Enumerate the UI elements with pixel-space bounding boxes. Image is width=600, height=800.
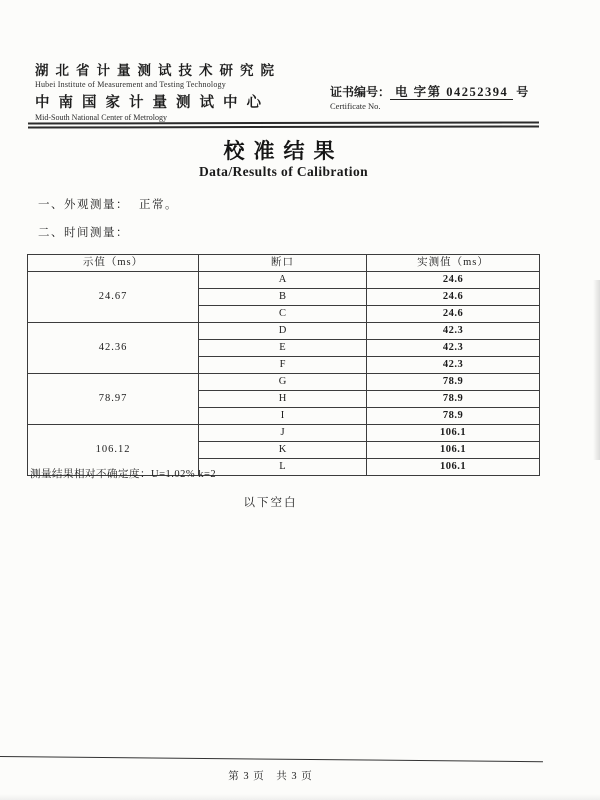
footer-divider-rule [0, 756, 543, 762]
port-cell: C [199, 306, 367, 323]
center-name-cn: 中南国家计量测试中心 [35, 94, 270, 111]
center-name-en: Mid-South National Center of Metrology [35, 112, 167, 122]
indicated-value-cell: 24.67 [28, 272, 199, 323]
measured-value-cell: 78.9 [367, 408, 540, 425]
port-cell: B [199, 289, 367, 306]
measured-value-cell: 106.1 [367, 442, 540, 459]
measured-value-cell: 42.3 [367, 323, 540, 340]
uncertainty-label: 测量结果相对不确定度： [30, 469, 151, 480]
certificate-number-value: 电 字第 04252394 [390, 85, 513, 100]
col-header-indicated-value: 示值（ms） [28, 255, 199, 272]
port-cell: L [199, 459, 367, 476]
port-cell: K [199, 442, 367, 459]
measured-value-cell: 78.9 [367, 391, 540, 408]
time-measurement-table [27, 254, 540, 476]
section-time [38, 224, 129, 240]
time-label: 二、时间测量： [38, 227, 129, 239]
uncertainty-statement [30, 466, 216, 481]
institute-header [35, 64, 281, 122]
institute-name-cn: 湖北省计量测试技术研究院 [35, 63, 281, 78]
measured-value-cell: 24.6 [367, 289, 540, 306]
measured-value-cell: 24.6 [367, 306, 540, 323]
measured-value-cell: 42.3 [367, 340, 540, 357]
table-row [28, 374, 540, 391]
scan-artifact [593, 280, 600, 460]
appearance-value: 正常。 [139, 199, 178, 211]
institute-name-en: Hubei Institute of Measurement and Testing Technology [35, 79, 226, 89]
indicated-value-cell: 106.12 [28, 425, 199, 476]
section-appearance [38, 196, 178, 212]
measured-value-cell: 42.3 [367, 357, 540, 374]
port-cell: H [199, 391, 367, 408]
certificate-number-label-en: Certificate No. [330, 101, 381, 111]
header-divider-rule [28, 121, 539, 128]
measured-value-cell: 78.9 [367, 374, 540, 391]
col-header-measured-value: 实测值（ms） [367, 255, 540, 272]
measured-value-cell: 106.1 [367, 459, 540, 476]
port-cell: G [199, 374, 367, 391]
scan-artifact [0, 794, 600, 800]
port-cell: E [199, 340, 367, 357]
port-cell: I [199, 408, 367, 425]
certificate-number-line [330, 82, 528, 100]
page-title-en: Data/Results of Calibration [198, 164, 369, 179]
table-row [28, 272, 540, 289]
table-header-row [28, 255, 540, 272]
measured-value-cell: 24.6 [367, 272, 540, 289]
uncertainty-value: U=1.02% k=2 [151, 469, 217, 480]
certificate-number-suffix: 号 [516, 85, 529, 99]
certificate-number-label: 证书编号： [330, 85, 391, 99]
appearance-label: 一、外观测量： [38, 199, 129, 211]
certificate-number-block [330, 82, 528, 111]
page-title-cn: 校准结果 [223, 139, 344, 163]
port-cell: D [199, 323, 367, 340]
table-row [28, 323, 540, 340]
measured-value-cell: 106.1 [367, 425, 540, 442]
port-cell: F [199, 357, 367, 374]
table-row [28, 425, 540, 442]
blank-below-note: 以下空白 [243, 497, 298, 509]
col-header-port: 断口 [199, 255, 367, 272]
indicated-value-cell: 42.36 [28, 323, 199, 374]
port-cell: A [199, 272, 367, 289]
page-number: 第 3 页 共 3 页 [228, 771, 313, 782]
indicated-value-cell: 78.97 [28, 374, 199, 425]
port-cell: J [199, 425, 367, 442]
